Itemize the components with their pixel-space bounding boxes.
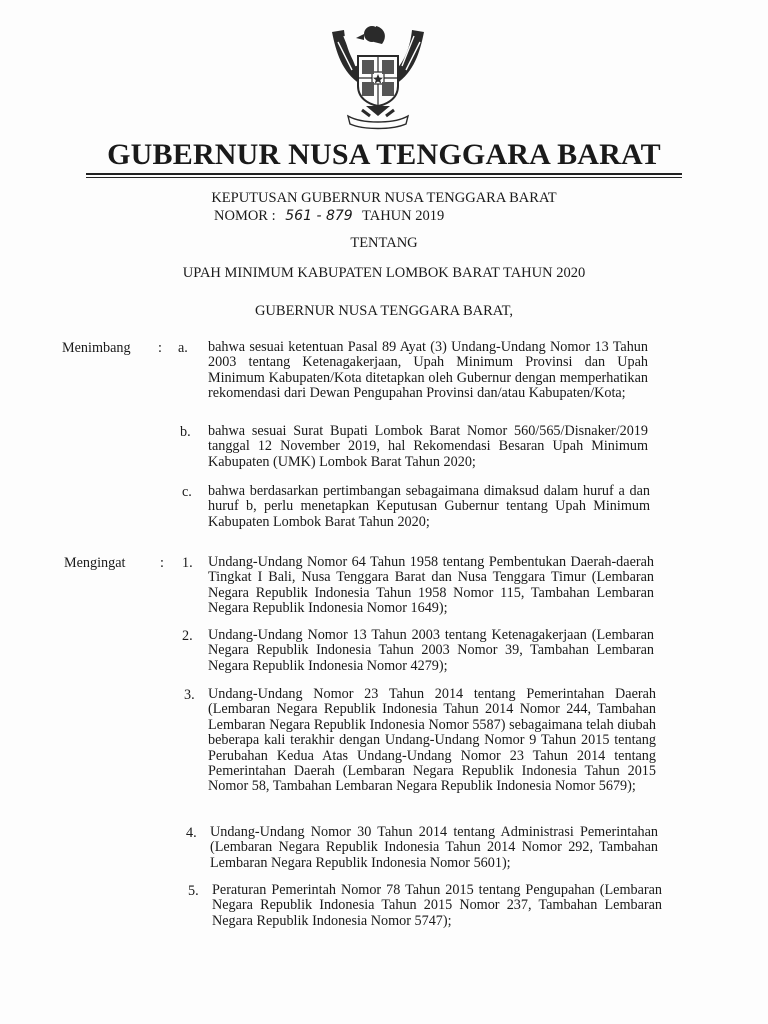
decree-number-line [214, 208, 444, 225]
document-header-title: GUBERNUR NUSA TENGGARA BARAT [107, 138, 661, 171]
tentang-heading: TENTANG [350, 235, 418, 251]
mengingat-marker-1: 1. [182, 555, 193, 571]
mengingat-label: Mengingat [64, 555, 126, 571]
menimbang-item-b: bahwa sesuai Surat Bupati Lombok Barat Nomor 560/565/Disnaker/2019 tanggal 12 November 2019, hal Rekomendasi Besaran Upah Minimum Kabupaten (UMK) Lombok Barat Tahun 2020; [208, 423, 648, 470]
menimbang-marker-c: c. [182, 484, 192, 500]
menimbang-colon: : [158, 340, 162, 356]
mengingat-marker-4: 4. [186, 825, 197, 841]
decree-issuer: GUBERNUR NUSA TENGGARA BARAT, [254, 303, 514, 319]
garuda-emblem-icon [322, 12, 434, 134]
mengingat-item-1: Undang-Undang Nomor 64 Tahun 1958 tentang Pembentukan Daerah-daerah Tingkat I Bali, Nusa Tenggara Barat dan Nusa Tenggara Timur (Lembaran Negara Republik Indonesia Tahun 1958 Nomor 115, Tambahan Lembaran Negara Republik Indonesia Nomor 1649); [208, 554, 654, 617]
mengingat-marker-3: 3. [184, 687, 195, 703]
menimbang-marker-a: a. [178, 340, 188, 356]
nomor-value-handwritten: 561 - 879 [285, 208, 353, 224]
mengingat-item-3: Undang-Undang Nomor 23 Tahun 2014 tentang Pemerintahan Daerah (Lembaran Negara Republik Indonesia Tahun 2014 Nomor 244, Tambahan Lembaran Negara Republik Indonesia Nomor 5587) sebagaimana telah diubah beberapa kali terakhir dengan Undang-Undang Nomor 9 Tahun 2015 tentang Perubahan Kedua Atas Undang-Undang Nomor 23 Tahun 2014 tentang Pemerintahan Daerah (Lembaran Negara Republik Indonesia Tahun 2015 Nomor 58, Tambahan Lembaran Negara Republik Indonesia Nomor 5679); [208, 686, 656, 795]
nomor-label: NOMOR : [214, 208, 276, 224]
menimbang-item-a: bahwa sesuai ketentuan Pasal 89 Ayat (3) Undang-Undang Nomor 13 Tahun 2003 tentang Ketenagakerjaan, Upah Minimum Provinsi dan Upah Minimum Kabupaten/Kota ditetapkan oleh Gubernur dengan memperhatikan rekomendasi dari Dewan Pengupahan Provinsi dan/atau Kabupaten/Kota; [208, 339, 648, 402]
mengingat-item-2: Undang-Undang Nomor 13 Tahun 2003 tentang Ketenagakerjaan (Lembaran Negara Republik Indonesia Tahun 2003 Nomor 39, Tambahan Lembaran Negara Republik Indonesia Nomor 4279); [208, 627, 654, 674]
decree-year: TAHUN 2019 [362, 208, 445, 224]
mengingat-marker-2: 2. [182, 628, 193, 644]
mengingat-item-5: Peraturan Pemerintah Nomor 78 Tahun 2015 tentang Pengupahan (Lembaran Negara Republik Indonesia Tahun 2015 Nomor 237, Tambahan Lembaran Negara Republik Indonesia Nomor 5747); [212, 882, 662, 929]
mengingat-item-4: Undang-Undang Nomor 30 Tahun 2014 tentang Administrasi Pemerintahan (Lembaran Negara Republik Indonesia Tahun 2014 Nomor 292, Tambahan Lembaran Negara Republik Indonesia Nomor 5601); [210, 824, 658, 871]
menimbang-marker-b: b. [180, 424, 191, 440]
menimbang-label: Menimbang [62, 340, 131, 356]
header-rule-thick [86, 173, 682, 175]
mengingat-colon: : [160, 555, 164, 571]
decree-subject: UPAH MINIMUM KABUPATEN LOMBOK BARAT TAHUN 2020 [182, 265, 586, 281]
mengingat-marker-5: 5. [188, 883, 199, 899]
decree-type: KEPUTUSAN GUBERNUR NUSA TENGGARA BARAT [211, 190, 557, 206]
menimbang-item-c: bahwa berdasarkan pertimbangan sebagaimana dimaksud dalam huruf a dan huruf b, perlu menetapkan Keputusan Gubernur tentang Upah Minimum Kabupaten Lombok Barat Tahun 2020; [208, 483, 650, 530]
header-rule-thin [86, 177, 682, 178]
